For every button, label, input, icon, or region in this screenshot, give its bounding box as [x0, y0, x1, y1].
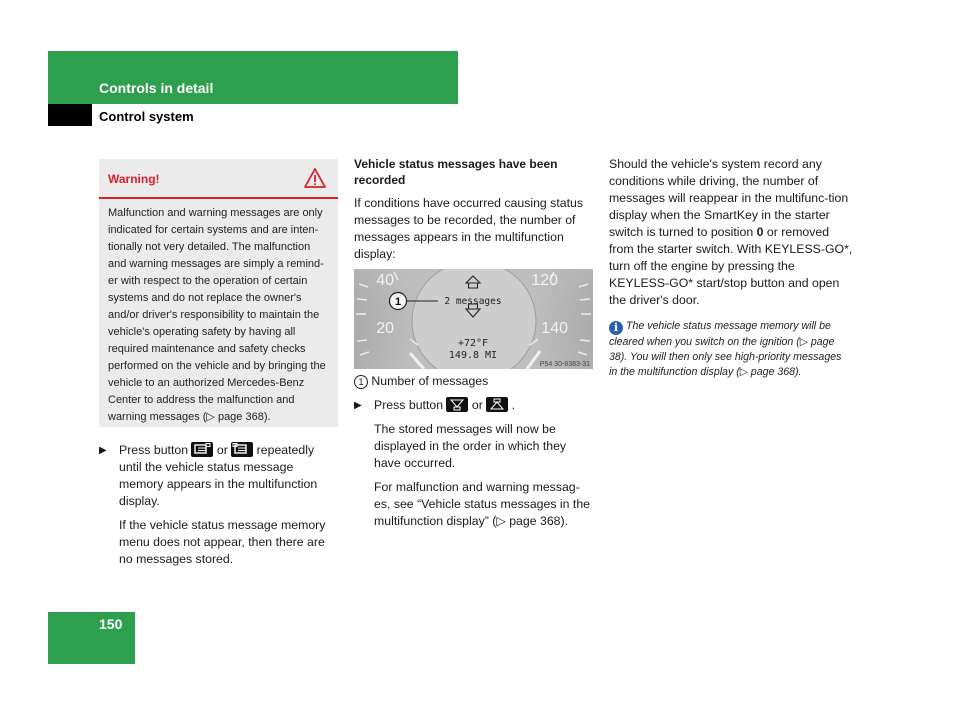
figure-code: P54 30-8383-31 [539, 361, 590, 368]
chapter-tab [48, 104, 92, 126]
info-note-text: The vehicle status message memory will be cleared when you switch on the ignition (▷ page 38). You will then only see high-priority messages in the multifunction display (▷ page 368). [609, 320, 842, 378]
column-left [99, 442, 339, 568]
intro-paragraph: If conditions have occurred causing status messages to be recorded, the number of messages appears in the multifunction display: [354, 196, 583, 261]
step-press-button [99, 442, 339, 510]
step-suffix: . [511, 398, 516, 412]
legend-number: 1 [354, 375, 368, 389]
figure-legend [354, 373, 594, 390]
sub-title: Control system [99, 109, 194, 124]
legend-text: Number of messages [371, 374, 489, 388]
warning-title: Warning! [108, 172, 160, 186]
right-paragraph-part-a: Should the vehicle's system record any conditions while driving, the number of messages will reappear in the multifunc-tion display when the SmartKey in the starter switch is turned to position [609, 157, 849, 239]
step-more-info: For malfunction and warning messag-es, see “Vehicle status messages in the multifunction display” (▷ page 368). [374, 480, 590, 528]
subheading: Vehicle status messages have been recorded [354, 157, 558, 187]
step-result: The stored messages will now be displayed in the order in which they have occurred. [374, 422, 567, 470]
bullet-arrow-icon: ▶ [354, 400, 362, 411]
callout-number: 1 [394, 296, 402, 308]
menu-button-icon [191, 442, 213, 457]
info-icon: i [609, 321, 623, 335]
arrow-down-button-icon [446, 397, 468, 412]
gauge-label-140: 140 [541, 320, 568, 337]
menu-button-alt-icon [231, 442, 253, 457]
column-middle-lower [354, 373, 594, 530]
display-messages-count: 2 messages [444, 296, 502, 307]
warning-box [99, 159, 338, 427]
section-title: Controls in detail [99, 80, 214, 96]
starter-position: 0 [756, 225, 764, 239]
column-right [609, 156, 854, 380]
warning-text: Malfunction and warning messages are only indicated for certain systems and are inten-tionally not very detailed. The malfunction and warning messages are simply a remind-er with respect to the operation of certain systems and do not replace the owner's and/or driver's responsibility to maintain the vehicle's operating safety by having all required maintenance and safety checks performed on the vehicle and by bringing the vehicle to an authorized Mercedes-Benz Center to address the malfunction and warning messages (▷ page 368). [108, 207, 326, 423]
page-number: 150 [99, 616, 123, 632]
step-or: or [471, 398, 483, 412]
display-temperature: +72°F [457, 338, 489, 349]
step-suffix: repeatedly until the vehicle status message memory appears in the multifunction display. [119, 443, 318, 508]
warning-triangle-icon [304, 167, 326, 189]
step-or: or [216, 443, 228, 457]
right-paragraph-part-b: or removed from the starter switch. With KEYLESS-GO*, turn off the engine by pressing the KEYLESS-GO* start/stop button and open the driver's door. [609, 225, 853, 307]
gauge-label-20: 20 [376, 320, 394, 337]
bullet-arrow-icon: ▶ [99, 445, 107, 456]
header-bar [48, 51, 458, 104]
instrument-cluster-figure [354, 269, 593, 369]
column-middle [354, 156, 594, 263]
step-followup: If the vehicle status message memory menu does not appear, then there are no messages stored. [119, 518, 326, 566]
gauge-label-40: 40 [376, 272, 394, 289]
display-odometer: 149.8 MI [448, 350, 498, 361]
info-note [609, 319, 847, 380]
step-text: Press button [119, 443, 189, 457]
cluster-illustration [354, 269, 593, 369]
step-press-arrow-button [354, 397, 594, 414]
step-text: Press button [374, 398, 444, 412]
right-paragraph [609, 156, 854, 309]
gauge-label-120: 120 [531, 272, 558, 289]
arrow-up-button-icon [486, 397, 508, 412]
warning-header [99, 159, 338, 199]
